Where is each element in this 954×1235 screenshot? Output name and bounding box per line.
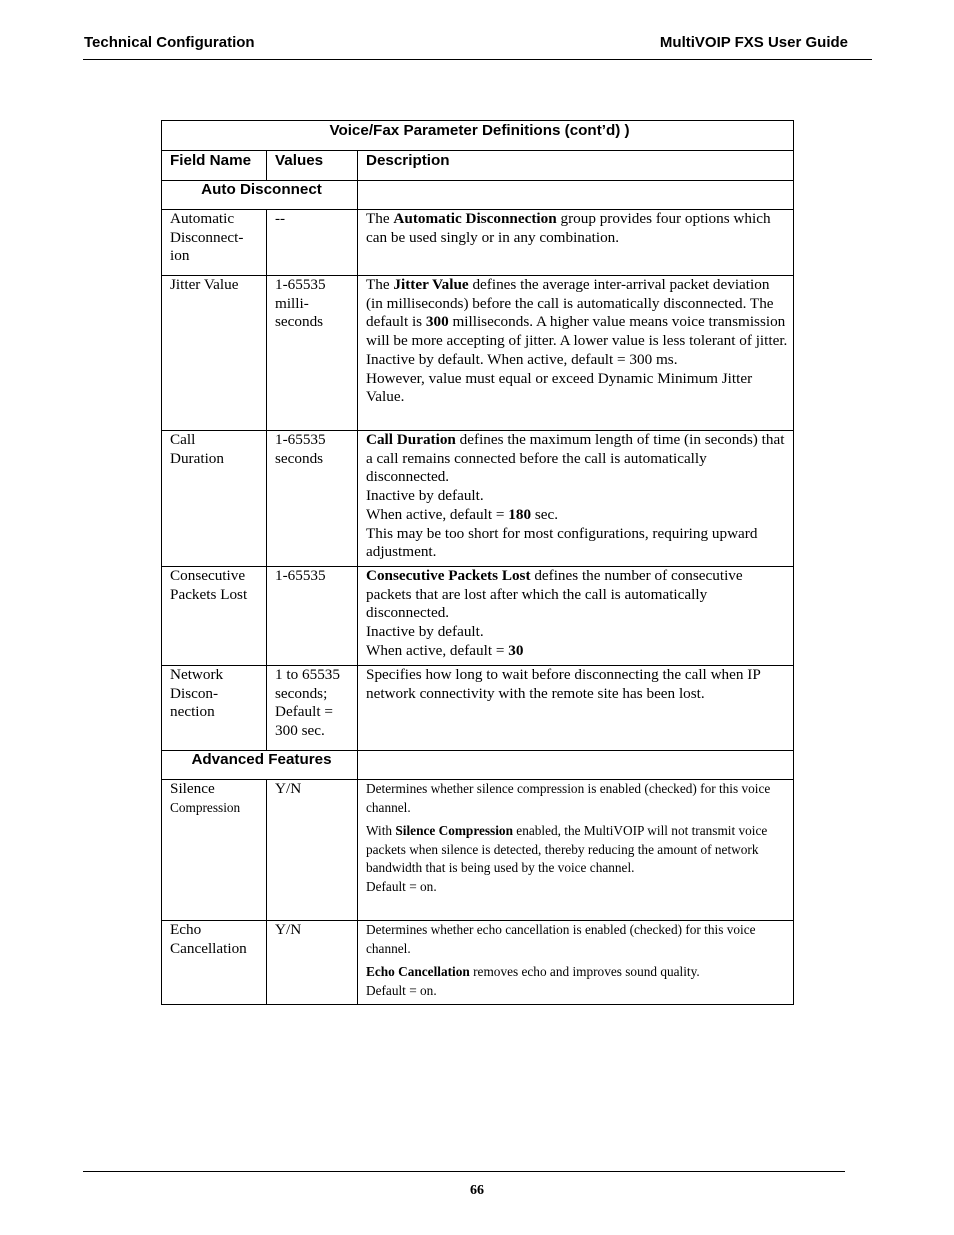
value-cell: -- xyxy=(267,210,358,276)
table-row xyxy=(162,431,794,567)
section-row-advanced-features xyxy=(162,751,794,780)
description-default-value: 300 xyxy=(425,313,449,331)
value-cell xyxy=(267,431,358,567)
description-term: Consecutive Packets Lost xyxy=(366,567,531,584)
field-name-line: Consecutive xyxy=(170,567,246,584)
description-cell xyxy=(358,276,794,431)
description-text: defines the average inter-arrival packet deviation (in milliseconds) before the call is automatically disconnected. The default is xyxy=(366,276,774,331)
description-term: Echo Cancellation xyxy=(366,964,470,979)
header-document-title: MultiVOIP FXS User Guide xyxy=(659,34,848,51)
description-paragraph: Determines whether echo cancellation is enabled (checked) for this voice channel. xyxy=(366,922,756,956)
field-name-cell xyxy=(162,210,267,276)
table-title-row xyxy=(162,121,794,151)
description-text: The xyxy=(366,210,394,227)
description-line: Default = on. xyxy=(366,982,437,998)
field-name-line: Discon- xyxy=(170,684,219,702)
description-paragraph xyxy=(366,431,789,487)
description-cell xyxy=(358,431,794,567)
description-line xyxy=(366,506,789,525)
description-line: Inactive by default. When active, default = 300 ms. xyxy=(366,350,678,368)
value-line: 1-65535 xyxy=(275,431,326,448)
value-line: Default = xyxy=(275,703,333,721)
value-cell: Y/N xyxy=(267,780,358,921)
description-cell xyxy=(358,921,794,1005)
field-name-line: Echo xyxy=(170,921,202,938)
table-row xyxy=(162,921,794,1005)
field-name-line: Duration xyxy=(170,449,224,467)
field-name-line: Call xyxy=(170,431,196,448)
column-header-description: Description xyxy=(358,151,794,181)
parameter-definitions-table xyxy=(161,120,794,1005)
description-paragraph xyxy=(366,276,789,351)
field-name-cell xyxy=(162,567,267,666)
header-section-title: Technical Configuration xyxy=(84,34,255,51)
field-name-cell xyxy=(162,666,267,751)
field-name-cell xyxy=(162,780,267,921)
description-text: group provides four options which can be used singly or in any combination. xyxy=(366,210,771,246)
section-row-auto-disconnect xyxy=(162,181,794,210)
value-line: 300 sec. xyxy=(275,722,325,740)
value-cell: 1-65535 xyxy=(267,567,358,666)
field-name-line: Compression xyxy=(170,799,241,815)
column-header-field-name: Field Name xyxy=(162,151,267,181)
section-empty-cell xyxy=(358,181,794,210)
description-text: removes echo and improves sound quality. xyxy=(469,964,700,979)
table-row xyxy=(162,666,794,751)
description-term: Automatic Disconnection xyxy=(393,210,557,227)
description-paragraph xyxy=(366,963,789,982)
table-row xyxy=(162,567,794,666)
field-name-cell: Jitter Value xyxy=(162,276,267,431)
field-name-cell xyxy=(162,431,267,567)
description-line: Inactive by default. xyxy=(366,487,484,505)
value-cell xyxy=(267,276,358,431)
field-name-line: Packets Lost xyxy=(170,585,248,603)
value-line: 1 to 65535 xyxy=(275,666,340,683)
description-default-value: 180 xyxy=(508,505,532,523)
table-row xyxy=(162,210,794,276)
description-text: sec. xyxy=(531,505,559,523)
description-text: With xyxy=(366,823,396,838)
field-name-line: Network xyxy=(170,666,224,683)
value-line: milli- xyxy=(275,294,309,312)
description-text: enabled, the MultiVOIP will not transmit voice packets when silence is detected, thereby reducing the amount of network bandwidth that is being used by the voice channel. xyxy=(366,823,768,875)
description-text: The xyxy=(366,276,394,293)
field-name-line: ion xyxy=(170,247,190,265)
table-header-row xyxy=(162,151,794,181)
field-name-line: Cancellation xyxy=(170,939,247,957)
description-text: defines the number of consecutive packets that are lost after which the call is automatically disconnected. xyxy=(366,567,743,622)
description-paragraph xyxy=(366,567,789,623)
description-text: defines the maximum length of time (in seconds) that a call remains connected before the call is automatically disconnected. xyxy=(366,431,785,486)
description-term: Silence Compression xyxy=(395,823,513,838)
section-empty-cell xyxy=(358,751,794,780)
value-line: 1-65535 xyxy=(275,276,326,293)
description-line: Default = on. xyxy=(366,878,437,894)
description-line: This may be too short for most configurations, requiring upward adjustment. xyxy=(366,524,758,561)
description-paragraph: Determines whether silence compression is enabled (checked) for this voice channel. xyxy=(366,781,771,815)
table-row xyxy=(162,276,794,431)
value-cell xyxy=(267,666,358,751)
section-label-advanced-features: Advanced Features xyxy=(162,751,358,780)
page-number: 66 xyxy=(470,1183,484,1198)
description-term: Jitter Value xyxy=(393,276,469,293)
description-line xyxy=(366,642,789,661)
description-paragraph xyxy=(366,822,789,878)
section-label-auto-disconnect: Auto Disconnect xyxy=(162,181,358,210)
field-name-line: Silence xyxy=(170,780,215,797)
description-cell xyxy=(358,210,794,276)
value-line: seconds; xyxy=(275,684,328,702)
description-text: When active, default = xyxy=(366,641,509,659)
description-cell xyxy=(358,780,794,921)
field-name-line: Disconnect- xyxy=(170,228,244,246)
table-row xyxy=(162,780,794,921)
value-line: seconds xyxy=(275,313,324,331)
value-cell: Y/N xyxy=(267,921,358,1005)
description-cell xyxy=(358,567,794,666)
description-cell: Specifies how long to wait before disconnecting the call when IP network connectivity with the remote site has been lost. xyxy=(358,666,794,751)
column-header-values: Values xyxy=(267,151,358,181)
description-default-value: 30 xyxy=(508,641,524,659)
field-name-line: nection xyxy=(170,703,215,721)
description-term: Call Duration xyxy=(366,431,456,448)
field-name-line: Automatic xyxy=(170,210,235,227)
field-name-cell xyxy=(162,921,267,1005)
value-line: seconds xyxy=(275,449,324,467)
description-text: milliseconds. A higher value means voice transmission will be more accepting of jitter. A lower value is less tolerant of jitter. xyxy=(366,313,788,350)
description-line: Inactive by default. xyxy=(366,623,484,641)
footer-rule xyxy=(83,1171,845,1172)
description-line: However, value must equal or exceed Dynamic Minimum Jitter Value. xyxy=(366,369,753,406)
table-title: Voice/Fax Parameter Definitions (cont’d) ) xyxy=(162,121,794,151)
description-text: When active, default = xyxy=(366,505,509,523)
page-header xyxy=(83,33,872,60)
